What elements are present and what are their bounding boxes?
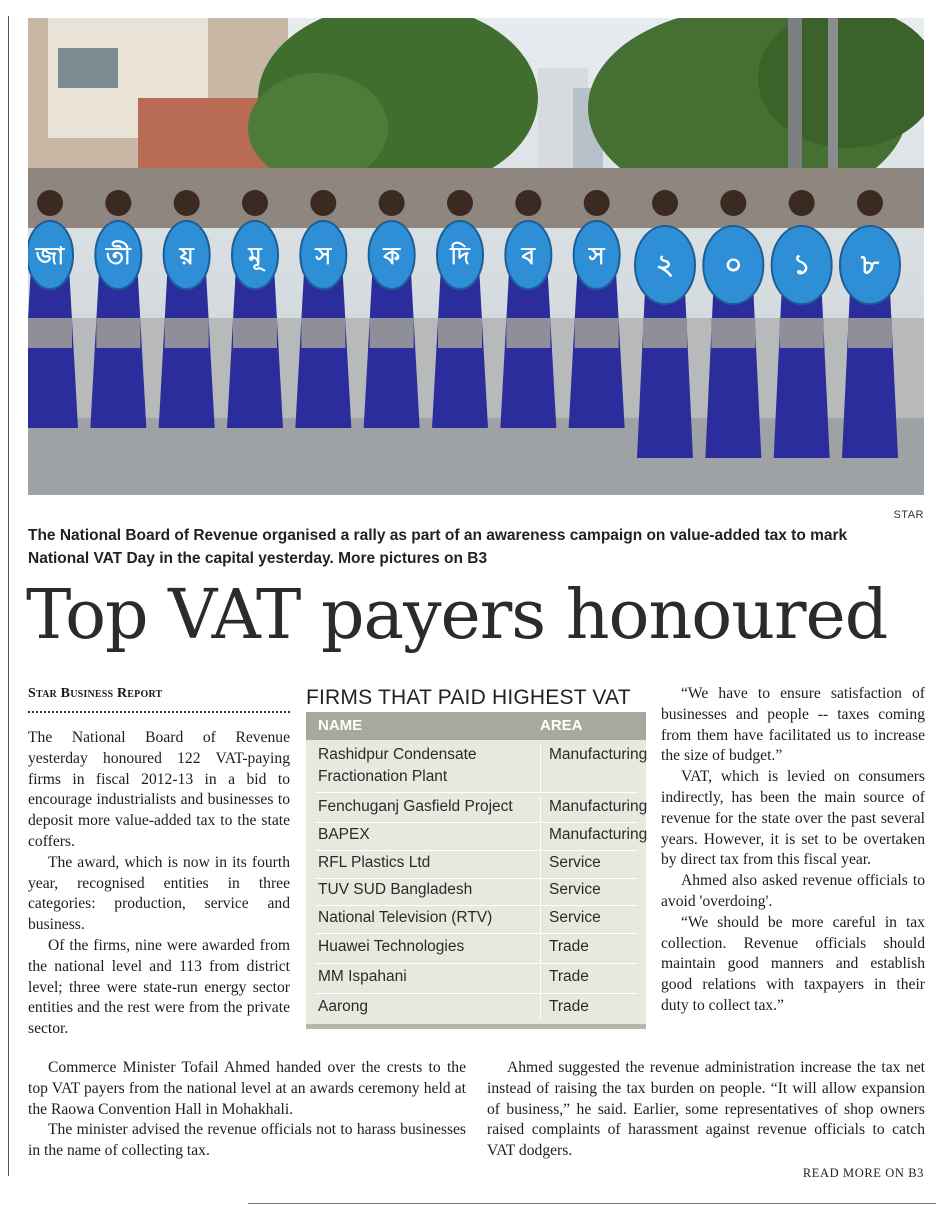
- banner-letter: ১: [792, 248, 811, 281]
- table-row: [316, 907, 638, 934]
- table-row: [316, 936, 638, 964]
- banner-letter: য়: [179, 242, 194, 270]
- saree-border: [575, 318, 619, 348]
- firm-name: BAPEX: [318, 826, 370, 843]
- marcher-head: [857, 190, 883, 216]
- table-row: [316, 966, 638, 994]
- column-header-name: NAME: [318, 717, 363, 734]
- paragraph: Ahmed suggested the revenue administration increase the tax net instead of raising the tax burden on people. “It will allow expansion of business,” he said. Earlier, some representatives of shop owners raised complaints of harassment against revenue officials to catch VAT dodgers.: [487, 1059, 925, 1160]
- marcher-head: [37, 190, 63, 216]
- firm-area: Trade: [540, 966, 636, 993]
- article-column-3-lower: [487, 1058, 925, 1162]
- firm-area: Service: [540, 852, 636, 878]
- firm-name: TUV SUD Bangladesh: [318, 881, 473, 898]
- vat-payers-table: [306, 712, 646, 1029]
- firm-area: Trade: [540, 996, 636, 1020]
- saree-border: [506, 318, 550, 348]
- paragraph: “We have to ensure satisfaction of businesses and people -- taxes coming from them have facilitated us to increase the size of budget.”: [661, 685, 925, 765]
- byline-divider: [28, 711, 290, 713]
- saree-border: [438, 318, 482, 348]
- article-column-1-lower: [28, 1058, 466, 1162]
- table-row: [316, 852, 638, 879]
- marcher-head: [447, 190, 473, 216]
- paragraph: Ahmed also asked revenue officials to avoid 'overdoing'.: [661, 872, 925, 910]
- firm-name: Rashidpur Condensate Fractionation Plant: [318, 746, 477, 785]
- rally-photo: [28, 18, 924, 495]
- saree-border: [28, 318, 72, 348]
- table-row: [316, 744, 648, 793]
- firm-area: Trade: [540, 936, 636, 963]
- marcher-head: [720, 190, 746, 216]
- banner-letter: স: [588, 242, 605, 270]
- firm-name: RFL Plastics Ltd: [318, 854, 431, 871]
- saree-border: [643, 318, 687, 348]
- banner-letter: মূ: [248, 242, 262, 270]
- saree-border: [165, 318, 209, 348]
- banner-letter: স: [315, 242, 332, 270]
- banner-letter: ৮: [860, 248, 880, 281]
- marcher-head: [105, 190, 131, 216]
- rally-photo-illustration: [28, 18, 924, 495]
- article-column-3: [661, 684, 925, 1017]
- paragraph: VAT, which is levied on consumers indirectly, has been the main source of revenue for the state over the past several years. However, it is set to be overtaken by direct tax from this fiscal year.: [661, 768, 925, 869]
- photo-caption: The National Board of Revenue organised a rally as part of an awareness campaign on value-added tax to mark National VAT Day in the capital yesterday. More pictures on B3: [28, 527, 848, 567]
- headline: Top VAT payers honoured: [26, 576, 888, 655]
- marcher-head: [174, 190, 200, 216]
- banner-letter: ০: [724, 248, 743, 281]
- column-rule: [8, 16, 9, 1176]
- banner-letter: জা: [35, 242, 65, 270]
- firm-name: Huawei Technologies: [318, 938, 465, 955]
- page-rule: [248, 1203, 936, 1204]
- firm-area: Service: [540, 907, 636, 933]
- firm-area: Manufacturing: [540, 796, 636, 822]
- firm-area: Manufacturing: [540, 824, 636, 850]
- saree-border: [96, 318, 140, 348]
- saree-border: [370, 318, 414, 348]
- marcher-head: [789, 190, 815, 216]
- firm-name: MM Ispahani: [318, 968, 407, 985]
- paragraph: Of the firms, nine were awarded from the national level and 113 from district level; three were state-run energy sector entities and the rest were from the private sector.: [28, 936, 290, 1038]
- table-row: [316, 824, 648, 851]
- table-row: [316, 879, 638, 906]
- banner-letter: ২: [655, 248, 675, 281]
- banner-letter: ক: [383, 242, 401, 270]
- table-row: [316, 996, 638, 1020]
- saree-border: [301, 318, 345, 348]
- paragraph: The National Board of Revenue yesterday honoured 122 VAT-paying firms in fiscal 2012-13 in a bid to encourage industrialists and businesses to deposit more value-added tax to the state coffers.: [28, 729, 290, 850]
- firm-name: Aarong: [318, 998, 368, 1015]
- banner-letter: তী: [105, 242, 131, 270]
- marcher-head: [242, 190, 268, 216]
- firm-name: National Television (RTV): [318, 909, 493, 926]
- marcher-head: [310, 190, 336, 216]
- table-header: [306, 712, 646, 740]
- firm-area: Service: [540, 879, 636, 905]
- byline: Star Business Report: [28, 686, 163, 701]
- firm-name: Fenchuganj Gasfield Project: [318, 798, 513, 815]
- marcher-head: [515, 190, 541, 216]
- read-more-link[interactable]: READ MORE ON B3: [802, 1166, 924, 1180]
- article-column-1: [28, 728, 290, 1040]
- column-header-area: AREA: [540, 717, 583, 734]
- banner-letter: ব: [521, 242, 536, 270]
- saree-border: [711, 318, 755, 348]
- paragraph: The minister advised the revenue officials not to harass businesses in the name of collecting tax.: [28, 1121, 466, 1160]
- paragraph: The award, which is now in its fourth year, recognised entities in three categories: production, service and business.: [28, 853, 290, 934]
- table-row: [316, 796, 648, 823]
- marcher-head: [652, 190, 678, 216]
- saree-border: [848, 318, 892, 348]
- photo-credit: STAR: [893, 509, 924, 521]
- paragraph: “We should be more careful in tax collection. Revenue officials should maintain good manners and establish good relations with taxpayers in their duty to collect tax.”: [661, 913, 925, 1014]
- saree-border: [780, 318, 824, 348]
- marcher-head: [379, 190, 405, 216]
- table-title: FIRMS THAT PAID HIGHEST VAT: [306, 686, 631, 709]
- banner-letter: দি: [450, 242, 470, 270]
- paragraph: Commerce Minister Tofail Ahmed handed over the crests to the top VAT payers from the national level at an awards ceremony held at the Raowa Convention Hall in Mohakhali.: [28, 1059, 466, 1118]
- saree-border: [233, 318, 277, 348]
- firm-area: Manufacturing: [540, 744, 636, 792]
- marcher-head: [584, 190, 610, 216]
